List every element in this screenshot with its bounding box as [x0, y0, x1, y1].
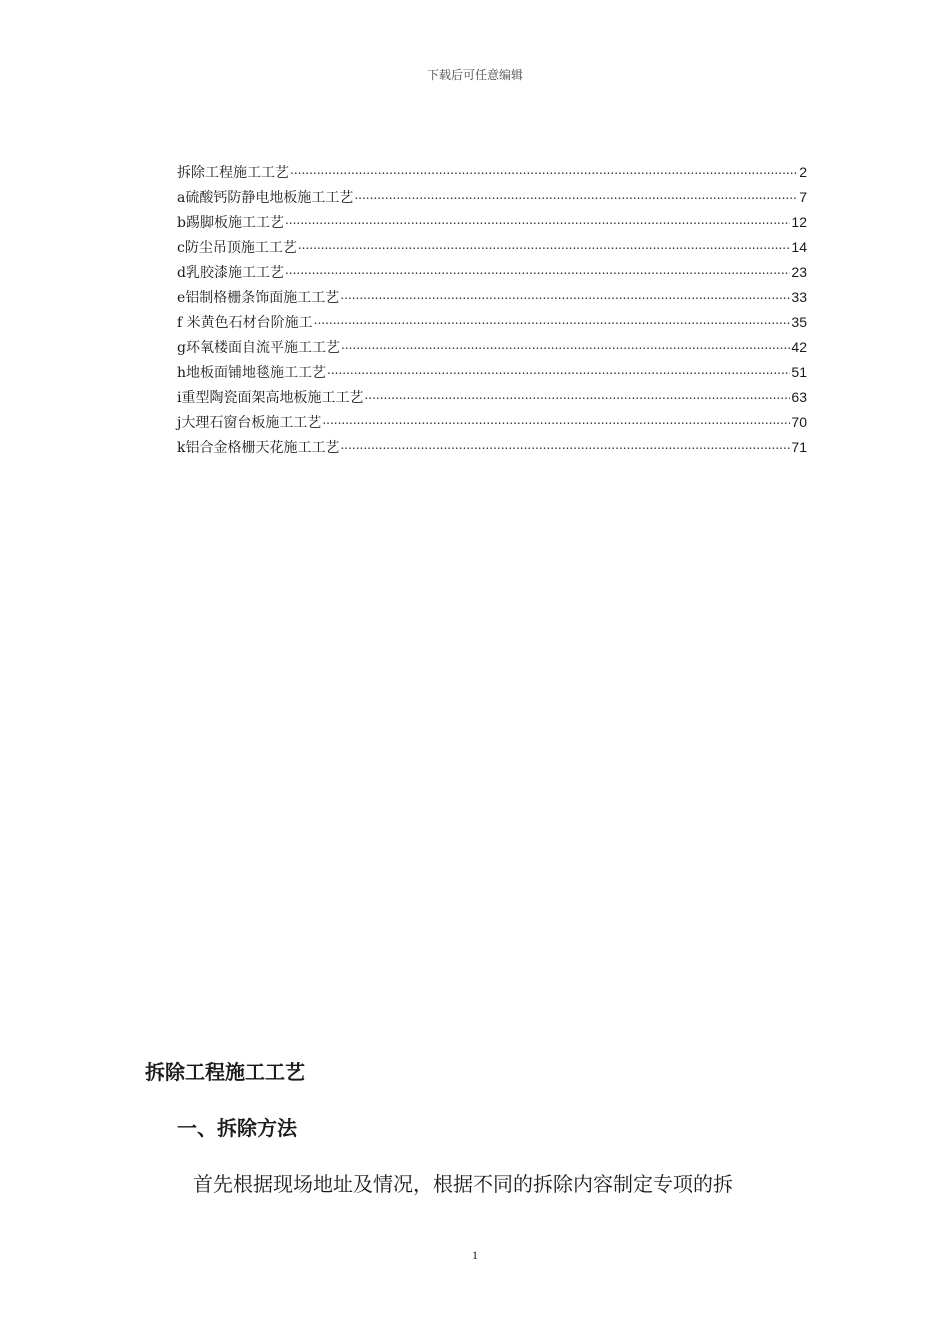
- toc-leader-dots: [285, 261, 790, 277]
- toc-entry[interactable]: [177, 386, 807, 411]
- toc-leader-dots: [340, 436, 790, 452]
- toc-entry[interactable]: [177, 411, 807, 436]
- toc-entry[interactable]: [177, 361, 807, 386]
- toc-leader-dots: [341, 336, 790, 352]
- toc-entry-page: 7: [799, 189, 807, 205]
- toc-entry-title: d乳胶漆施工工艺: [177, 265, 284, 281]
- toc-leader-dots: [327, 361, 790, 377]
- toc-entry-title: 拆除工程施工工艺: [177, 165, 289, 181]
- toc-entry-page: 42: [791, 339, 807, 355]
- toc-entry-page: 70: [791, 414, 807, 430]
- toc-entry-title: f 米黄色石材台阶施工: [177, 315, 313, 331]
- toc-entry-title: g环氧楼面自流平施工工艺: [177, 340, 340, 356]
- toc-entry-title: b踢脚板施工工艺: [177, 215, 284, 231]
- toc-leader-dots: [290, 161, 798, 177]
- section-heading: 拆除工程施工工艺: [145, 1060, 305, 1084]
- toc-entry[interactable]: [177, 236, 807, 261]
- toc-entry-page: 35: [791, 314, 807, 330]
- toc-leader-dots: [340, 286, 790, 302]
- body-paragraph: 首先根据现场地址及情况，根据不同的拆除内容制定专项的拆: [193, 1172, 733, 1196]
- toc-leader-dots: [314, 311, 791, 327]
- toc-entry[interactable]: [177, 336, 807, 361]
- toc-entry-page: 23: [791, 264, 807, 280]
- page-number: 1: [472, 1248, 478, 1262]
- toc-entry-title: h地板面铺地毯施工工艺: [177, 365, 327, 381]
- toc-entry-title: c防尘吊顶施工工艺: [177, 240, 297, 256]
- subsection-heading: 一、拆除方法: [177, 1116, 297, 1140]
- toc-leader-dots: [285, 211, 790, 227]
- toc-leader-dots: [364, 386, 790, 402]
- toc-entry-title: a硫酸钙防静电地板施工工艺: [177, 190, 354, 206]
- toc-entry[interactable]: [177, 211, 807, 236]
- toc-entry-page: 14: [791, 239, 807, 255]
- toc-entry-page: 71: [791, 439, 807, 455]
- toc-entry-title: k铝合金格栅天花施工工艺: [177, 440, 340, 456]
- toc-entry-title: j大理石窗台板施工工艺: [177, 415, 322, 431]
- toc-entry-page: 63: [791, 389, 807, 405]
- toc-entry-title: e铝制格栅条饰面施工工艺: [177, 290, 340, 306]
- page-header: 下载后可任意编辑: [426, 68, 523, 82]
- toc-entry-title: i重型陶瓷面架高地板施工工艺: [177, 390, 364, 406]
- toc-entry[interactable]: [177, 261, 807, 286]
- toc-entry-page: 51: [791, 364, 807, 380]
- table-of-contents: [177, 161, 807, 461]
- toc-leader-dots: [322, 411, 790, 427]
- toc-entry[interactable]: [177, 286, 807, 311]
- toc-leader-dots: [298, 236, 791, 252]
- toc-entry[interactable]: [177, 436, 807, 461]
- toc-entry[interactable]: [177, 186, 807, 211]
- toc-entry[interactable]: [177, 311, 807, 336]
- toc-entry-page: 2: [799, 164, 807, 180]
- toc-entry[interactable]: [177, 161, 807, 186]
- toc-entry-page: 33: [791, 289, 807, 305]
- toc-entry-page: 12: [791, 214, 807, 230]
- toc-leader-dots: [354, 186, 798, 202]
